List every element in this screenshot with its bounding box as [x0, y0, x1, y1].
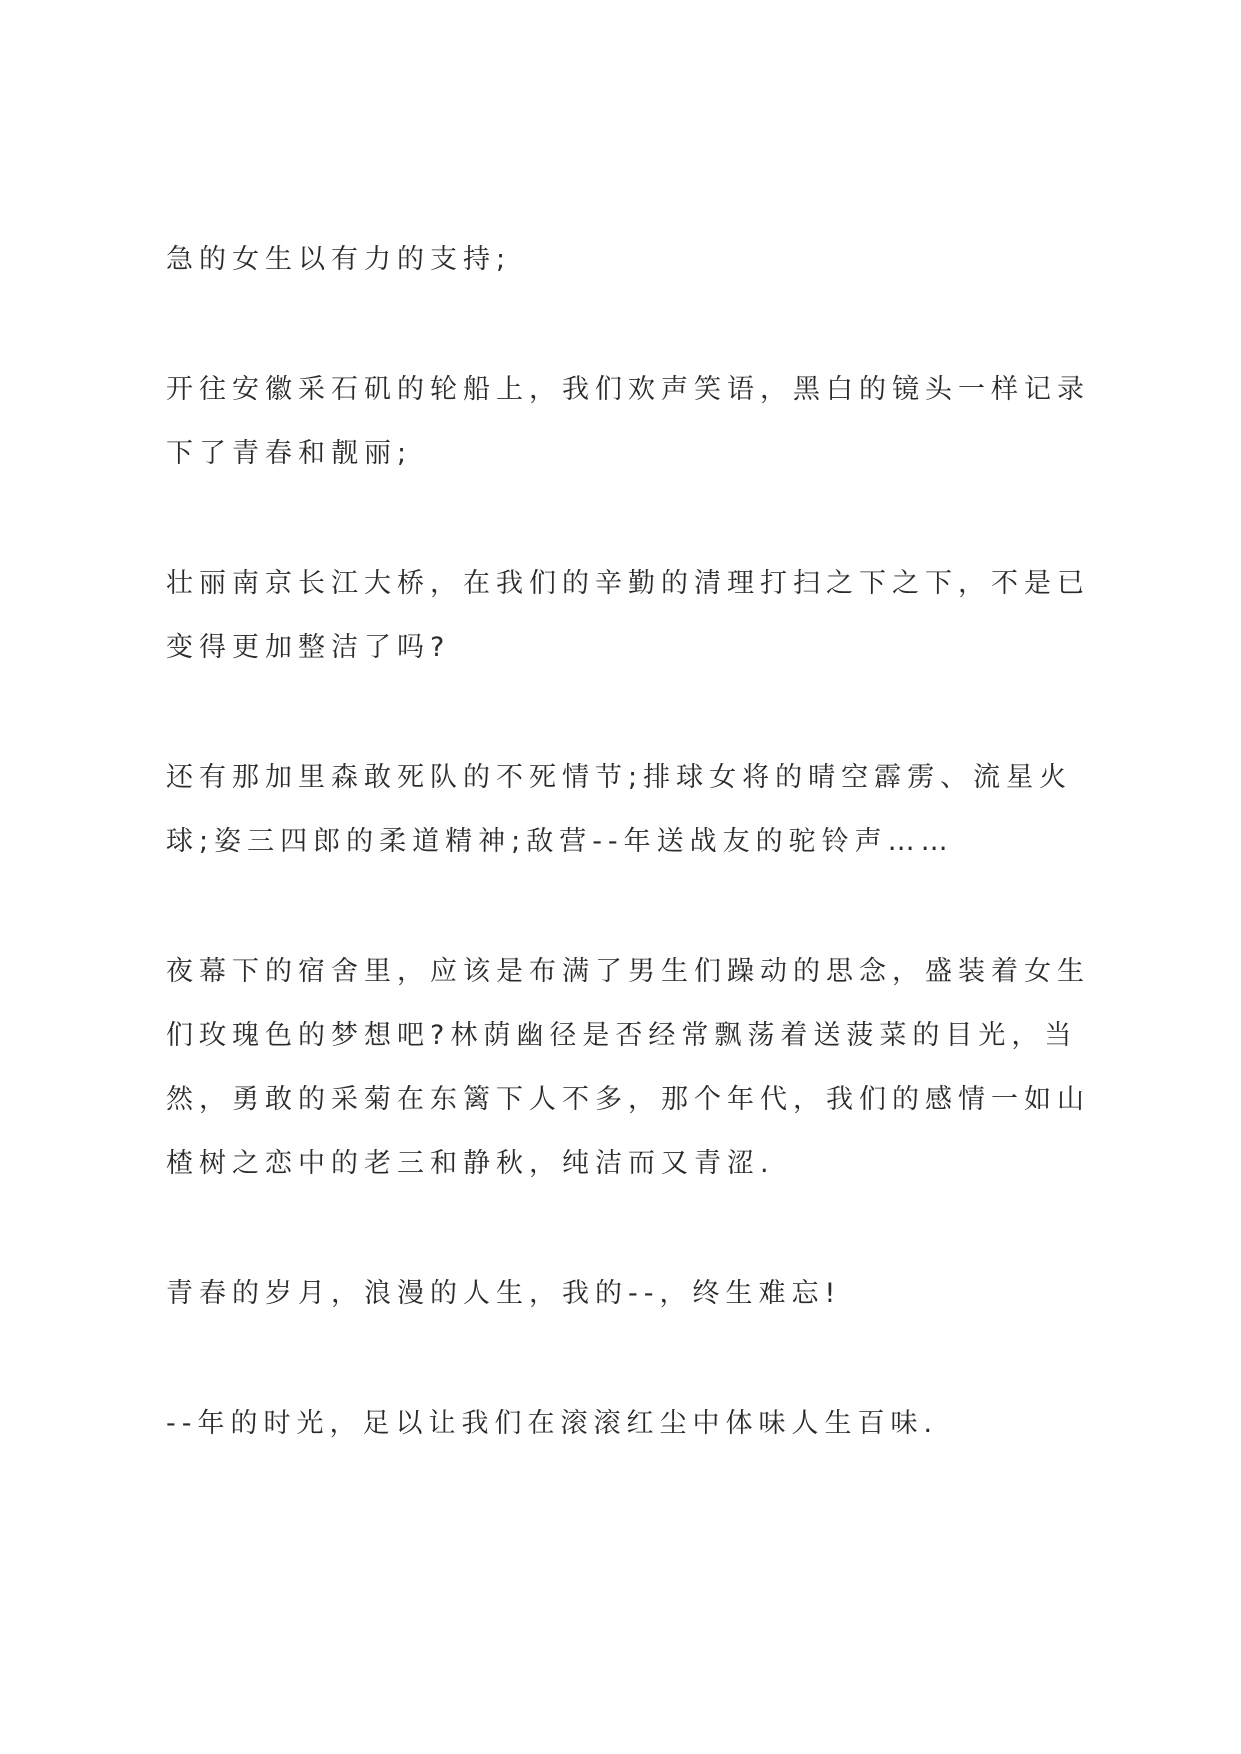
- paragraph: 急的女生以有力的支持;: [166, 244, 512, 275]
- paragraph: 青春的岁月，浪漫的人生，我的--，终生难忘!: [166, 1278, 842, 1309]
- paragraph: 还有那加里森敢死队的不死情节;排球女将的晴空霹雳、流星火球;姿三四郎的柔道精神;敌营--年送战友的驼铃声……: [166, 762, 1073, 857]
- paragraph: 开往安徽采石矶的轮船上，我们欢声笑语，黑白的镜头一样记录下了青春和靓丽;: [166, 374, 1090, 469]
- document-body: [166, 228, 1096, 1522]
- paragraph: 夜幕下的宿舍里，应该是布满了男生们躁动的思念，盛装着女生们玫瑰色的梦想吧?林荫幽径是否经常飘荡着送菠菜的目光，当然，勇敢的采菊在东篱下人不多，那个年代，我们的感情一如山楂树之恋中的老三和静秋，纯洁而又青涩.: [166, 956, 1090, 1179]
- paragraph: --年的时光，足以让我们在滚滚红尘中体味人生百味.: [166, 1408, 939, 1439]
- paragraph: 壮丽南京长江大桥，在我们的辛勤的清理打扫之下之下，不是已变得更加整洁了吗?: [166, 568, 1090, 663]
